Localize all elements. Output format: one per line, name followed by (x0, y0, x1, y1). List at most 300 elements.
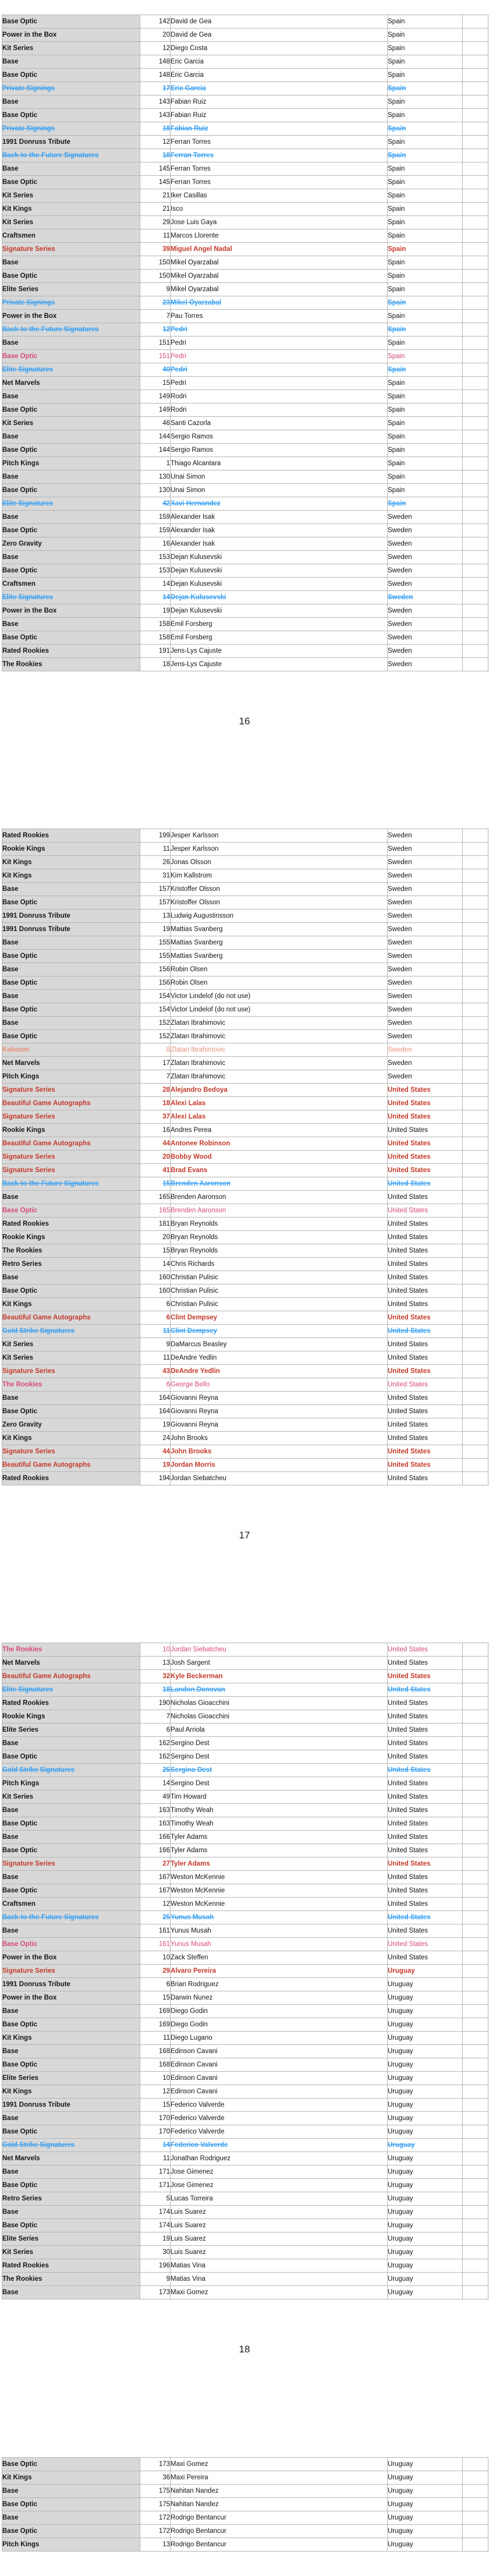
set-cell: Craftsmen (2, 1898, 140, 1911)
table-row (2, 2005, 488, 2018)
number-cell: 20 (140, 1151, 171, 1164)
number-cell: 41 (140, 1164, 171, 1177)
country-cell: Sweden (388, 658, 463, 671)
empty-cell (463, 645, 488, 658)
player-cell: Rodrigo Bentancur (171, 2525, 388, 2538)
table-row (2, 1084, 488, 1097)
player-cell: Brenden Aaronson (171, 1204, 388, 1218)
country-cell: United States (388, 1191, 463, 1204)
set-cell: Base Optic (2, 1938, 140, 1951)
empty-cell (463, 2498, 488, 2511)
set-cell: Power in the Box (2, 604, 140, 618)
number-cell: 175 (140, 2485, 171, 2498)
set-cell: Signature Series (2, 243, 140, 256)
player-cell: Rodrigo Bentancur (171, 2511, 388, 2525)
country-cell: United States (388, 1817, 463, 1831)
set-cell: Base (2, 256, 140, 270)
number-cell: 196 (140, 2259, 171, 2273)
country-cell: Sweden (388, 843, 463, 856)
player-cell: Jens-Lys Cajuste (171, 645, 388, 658)
country-cell: United States (388, 1804, 463, 1817)
empty-cell (463, 2165, 488, 2179)
player-cell: John Brooks (171, 1432, 388, 1445)
empty-cell (463, 1298, 488, 1311)
number-cell: 160 (140, 1271, 171, 1285)
number-cell: 149 (140, 404, 171, 417)
country-cell: Uruguay (388, 2165, 463, 2179)
table-row (2, 1817, 488, 1831)
empty-cell (463, 1777, 488, 1791)
set-cell: Base Optic (2, 2179, 140, 2192)
table-row (2, 1911, 488, 1924)
set-cell: Base (2, 551, 140, 564)
set-cell: Kit Kings (2, 869, 140, 883)
empty-cell (463, 42, 488, 55)
player-cell: Jordan Siebatcheu (171, 1643, 388, 1657)
set-cell: Pitch Kings (2, 1070, 140, 1084)
country-cell: United States (388, 1871, 463, 1884)
table-row (2, 2032, 488, 2045)
number-cell: 9 (140, 1338, 171, 1351)
empty-cell (463, 270, 488, 283)
empty-cell (463, 2511, 488, 2525)
player-cell: Christian Pulisic (171, 1271, 388, 1285)
table-row (2, 551, 488, 564)
empty-cell (463, 1110, 488, 1124)
table-row (2, 1177, 488, 1191)
country-cell: Sweden (388, 578, 463, 591)
table-row (2, 256, 488, 270)
player-cell: Bryan Reynolds (171, 1244, 388, 1258)
country-cell: United States (388, 1137, 463, 1151)
set-cell: Base (2, 1392, 140, 1405)
empty-cell (463, 1764, 488, 1777)
set-cell: Base Optic (2, 896, 140, 910)
player-cell: DeAndre Yedlin (171, 1365, 388, 1378)
set-cell: Base Optic (2, 564, 140, 578)
table-row (2, 896, 488, 910)
country-cell: United States (388, 1298, 463, 1311)
table-row (2, 537, 488, 551)
set-cell: Base (2, 936, 140, 950)
country-cell: Sweden (388, 604, 463, 618)
number-cell: 18 (140, 658, 171, 671)
player-cell: Unai Simon (171, 484, 388, 497)
player-cell: Yunus Musah (171, 1911, 388, 1924)
number-cell: 12 (140, 42, 171, 55)
number-cell: 151 (140, 337, 171, 350)
set-cell: The Rookies (2, 658, 140, 671)
number-cell: 14 (140, 1777, 171, 1791)
table-row (2, 658, 488, 671)
player-cell: Jose Gimenez (171, 2179, 388, 2192)
set-cell: Elite Series (2, 2232, 140, 2246)
set-cell: Base (2, 470, 140, 484)
player-cell: Federico Valverde (171, 2099, 388, 2112)
country-cell: United States (388, 1218, 463, 1231)
empty-cell (463, 564, 488, 578)
player-cell: Unai Simon (171, 470, 388, 484)
country-cell: United States (388, 1124, 463, 1137)
empty-cell (463, 2458, 488, 2471)
set-cell: Base Optic (2, 1884, 140, 1898)
set-cell: Signature Series (2, 1110, 140, 1124)
number-cell: 15 (140, 1177, 171, 1191)
set-cell: Kit Kings (2, 1432, 140, 1445)
number-cell: 25 (140, 1764, 171, 1777)
country-cell: Sweden (388, 856, 463, 869)
number-cell: 144 (140, 444, 171, 457)
country-cell: Sweden (388, 910, 463, 923)
player-cell: Fabian Ruiz (171, 122, 388, 136)
table-row (2, 1965, 488, 1978)
table-row (2, 2045, 488, 2058)
table-row (2, 417, 488, 430)
set-cell: Power in the Box (2, 1991, 140, 2005)
set-cell: Power in the Box (2, 1951, 140, 1965)
empty-cell (463, 2525, 488, 2538)
player-cell: Jesper Karlsson (171, 843, 388, 856)
country-cell: Spain (388, 189, 463, 203)
player-cell: Dejan Kulusevski (171, 604, 388, 618)
number-cell: 18 (140, 1097, 171, 1110)
number-cell: 11 (140, 843, 171, 856)
player-cell: Robin Olsen (171, 976, 388, 990)
player-cell: Edinson Cavani (171, 2058, 388, 2072)
empty-cell (463, 1043, 488, 1057)
empty-cell (463, 1003, 488, 1017)
set-cell: Base Optic (2, 69, 140, 82)
number-cell: 169 (140, 2018, 171, 2032)
empty-cell (463, 990, 488, 1003)
table-row (2, 136, 488, 149)
empty-cell (463, 162, 488, 176)
table-row (2, 1871, 488, 1884)
number-cell: 21 (140, 189, 171, 203)
set-cell: Net Marvels (2, 377, 140, 390)
player-cell: Sergino Dest (171, 1777, 388, 1791)
player-cell: Antonee Robinson (171, 1137, 388, 1151)
country-cell: United States (388, 1670, 463, 1683)
player-cell: Nahitan Nandez (171, 2485, 388, 2498)
empty-cell (463, 2246, 488, 2259)
number-cell: 13 (140, 2538, 171, 2552)
set-cell: Elite Signatures (2, 363, 140, 377)
number-cell: 46 (140, 417, 171, 430)
set-cell: Base (2, 162, 140, 176)
number-cell: 14 (140, 2139, 171, 2152)
player-cell: Alexander Isak (171, 511, 388, 524)
set-cell: Base Optic (2, 444, 140, 457)
empty-cell (463, 883, 488, 896)
table-row (2, 176, 488, 189)
number-cell: 157 (140, 896, 171, 910)
number-cell: 150 (140, 256, 171, 270)
set-cell: Base (2, 337, 140, 350)
table-row (2, 203, 488, 216)
empty-cell (463, 1817, 488, 1831)
empty-cell (463, 1030, 488, 1043)
empty-cell (463, 524, 488, 537)
set-cell: Kit Series (2, 2246, 140, 2259)
number-cell: 156 (140, 976, 171, 990)
number-cell: 165 (140, 1204, 171, 1218)
table-row (2, 1311, 488, 1325)
set-cell: Base (2, 618, 140, 631)
set-cell: Base Optic (2, 524, 140, 537)
number-cell: 194 (140, 1472, 171, 1485)
set-cell: Rated Rookies (2, 645, 140, 658)
empty-cell (463, 229, 488, 243)
table-row (2, 1472, 488, 1485)
set-cell: Pitch Kings (2, 1777, 140, 1791)
table-row (2, 869, 488, 883)
country-cell: Spain (388, 484, 463, 497)
number-cell: 163 (140, 1817, 171, 1831)
number-cell: 161 (140, 1924, 171, 1938)
country-cell: Sweden (388, 618, 463, 631)
number-cell: 44 (140, 1137, 171, 1151)
player-cell: Clint Dempsey (171, 1325, 388, 1338)
table-row (2, 430, 488, 444)
set-cell: Base (2, 883, 140, 896)
empty-cell (463, 578, 488, 591)
empty-cell (463, 511, 488, 524)
number-cell: 30 (140, 2246, 171, 2259)
player-cell: Fabian Ruiz (171, 109, 388, 122)
player-cell: Jonas Olsson (171, 856, 388, 869)
table-row (2, 843, 488, 856)
number-cell: 19 (140, 2232, 171, 2246)
player-cell: Thiago Alcantara (171, 457, 388, 470)
number-cell: 170 (140, 2112, 171, 2125)
country-cell: United States (388, 1657, 463, 1670)
table-row (2, 631, 488, 645)
country-cell: Uruguay (388, 2058, 463, 2072)
set-cell: Base Optic (2, 1003, 140, 1017)
number-cell: 21 (140, 203, 171, 216)
player-cell: Maxi Gomez (171, 2286, 388, 2299)
country-cell: Spain (388, 457, 463, 470)
empty-cell (463, 149, 488, 162)
empty-cell (463, 923, 488, 936)
set-cell: Base (2, 1804, 140, 1817)
country-cell: Uruguay (388, 2538, 463, 2552)
set-cell: Base (2, 2206, 140, 2219)
country-cell: Spain (388, 350, 463, 363)
empty-cell (463, 1097, 488, 1110)
set-cell: Kit Series (2, 1351, 140, 1365)
empty-cell (463, 1737, 488, 1750)
empty-cell (463, 1857, 488, 1871)
set-cell: Rookie Kings (2, 1231, 140, 1244)
set-cell: Net Marvels (2, 1057, 140, 1070)
table-row (2, 1378, 488, 1392)
set-cell: Base Optic (2, 2219, 140, 2232)
empty-cell (463, 1418, 488, 1432)
empty-cell (463, 591, 488, 604)
number-cell: 49 (140, 1791, 171, 1804)
number-cell: 7 (140, 310, 171, 323)
number-cell: 14 (140, 591, 171, 604)
empty-cell (463, 323, 488, 337)
player-cell: Lucas Torreira (171, 2192, 388, 2206)
number-cell: 171 (140, 2165, 171, 2179)
empty-cell (463, 1750, 488, 1764)
table-row (2, 404, 488, 417)
number-cell: 130 (140, 470, 171, 484)
set-cell: Retro Series (2, 1258, 140, 1271)
table-row (2, 1924, 488, 1938)
table-row (2, 283, 488, 296)
country-cell: Sweden (388, 1043, 463, 1057)
player-cell: Pau Torres (171, 310, 388, 323)
table-row (2, 910, 488, 923)
player-cell: Darwin Nunez (171, 1991, 388, 2005)
set-cell: Back-to-the-Future Signatures (2, 149, 140, 162)
empty-cell (463, 283, 488, 296)
player-cell: John Brooks (171, 1445, 388, 1459)
player-cell: Jordan Siebatcheu (171, 1472, 388, 1485)
player-cell: DaMarcus Beasley (171, 1338, 388, 1351)
country-cell: United States (388, 1378, 463, 1392)
country-cell: United States (388, 1311, 463, 1325)
number-cell: 156 (140, 963, 171, 976)
number-cell: 145 (140, 176, 171, 189)
country-cell: United States (388, 1710, 463, 1724)
table-row (2, 1750, 488, 1764)
player-cell: Landon Donovan (171, 1683, 388, 1697)
country-cell: United States (388, 1459, 463, 1472)
number-cell: 7 (140, 1070, 171, 1084)
table-row (2, 1351, 488, 1365)
number-cell: 150 (140, 270, 171, 283)
player-cell: Ferran Torres (171, 149, 388, 162)
player-cell: Matias Vina (171, 2259, 388, 2273)
country-cell: Sweden (388, 896, 463, 910)
table-row (2, 564, 488, 578)
number-cell: 24 (140, 1432, 171, 1445)
player-cell: George Bello (171, 1378, 388, 1392)
set-cell: Base Optic (2, 1285, 140, 1298)
country-cell: Uruguay (388, 2032, 463, 2045)
country-cell: United States (388, 1338, 463, 1351)
country-cell: Spain (388, 243, 463, 256)
player-cell: Iker Casillas (171, 189, 388, 203)
number-cell: 158 (140, 631, 171, 645)
empty-cell (463, 1844, 488, 1857)
number-cell: 18 (140, 1683, 171, 1697)
country-cell: Uruguay (388, 2273, 463, 2286)
set-cell: Kit Kings (2, 1298, 140, 1311)
empty-cell (463, 2085, 488, 2099)
country-cell: United States (388, 1392, 463, 1405)
number-cell: 23 (140, 296, 171, 310)
table-row (2, 29, 488, 42)
country-cell: Sweden (388, 551, 463, 564)
country-cell: Uruguay (388, 2246, 463, 2259)
empty-cell (463, 350, 488, 363)
table-row (2, 1097, 488, 1110)
country-cell: Uruguay (388, 2125, 463, 2139)
country-cell: Uruguay (388, 2139, 463, 2152)
set-cell: Back-to-the-Future Signatures (2, 323, 140, 337)
table-row (2, 2139, 488, 2152)
number-cell: 172 (140, 2511, 171, 2525)
country-cell: United States (388, 1231, 463, 1244)
set-cell: Base (2, 1737, 140, 1750)
player-cell: Pedri (171, 377, 388, 390)
number-cell: 37 (140, 1110, 171, 1124)
table-row (2, 1405, 488, 1418)
country-cell: United States (388, 1432, 463, 1445)
table-row (2, 1432, 488, 1445)
empty-cell (463, 1643, 488, 1657)
table-row (2, 1938, 488, 1951)
table-row (2, 2206, 488, 2219)
table-row (2, 2273, 488, 2286)
country-cell: Uruguay (388, 2099, 463, 2112)
country-cell: Uruguay (388, 2179, 463, 2192)
empty-cell (463, 2072, 488, 2085)
number-cell: 11 (140, 1325, 171, 1338)
player-cell: Dejan Kulusevski (171, 578, 388, 591)
table-row (2, 323, 488, 337)
player-cell: Andres Perea (171, 1124, 388, 1137)
player-cell: Federico Valverde (171, 2139, 388, 2152)
number-cell: 40 (140, 363, 171, 377)
empty-cell (463, 963, 488, 976)
number-cell: 12 (140, 2085, 171, 2099)
table-row (2, 1978, 488, 1991)
country-cell: United States (388, 1951, 463, 1965)
country-cell: United States (388, 1750, 463, 1764)
number-cell: 154 (140, 990, 171, 1003)
number-cell: 6 (140, 1311, 171, 1325)
number-cell: 130 (140, 484, 171, 497)
country-cell: United States (388, 1724, 463, 1737)
number-cell: 17 (140, 1057, 171, 1070)
table-row (2, 990, 488, 1003)
table-row (2, 1231, 488, 1244)
set-cell: Base Optic (2, 1817, 140, 1831)
checklist-table-page-17 (2, 829, 488, 1485)
empty-cell (463, 1911, 488, 1924)
set-cell: Signature Series (2, 1151, 140, 1164)
table-row (2, 1670, 488, 1683)
empty-cell (463, 1218, 488, 1231)
set-cell: Rated Rookies (2, 1218, 140, 1231)
country-cell: United States (388, 1683, 463, 1697)
country-cell: Uruguay (388, 2085, 463, 2099)
empty-cell (463, 537, 488, 551)
country-cell: Spain (388, 377, 463, 390)
number-cell: 159 (140, 524, 171, 537)
set-cell: Base (2, 511, 140, 524)
empty-cell (463, 1177, 488, 1191)
table-row (2, 1151, 488, 1164)
number-cell: 163 (140, 1804, 171, 1817)
table-row (2, 923, 488, 936)
set-cell: Base Optic (2, 631, 140, 645)
table-row (2, 1070, 488, 1084)
table-row (2, 1884, 488, 1898)
table-row (2, 645, 488, 658)
table-row (2, 2525, 488, 2538)
country-cell: Spain (388, 162, 463, 176)
player-cell: Jens-Lys Cajuste (171, 658, 388, 671)
country-cell: Spain (388, 256, 463, 270)
